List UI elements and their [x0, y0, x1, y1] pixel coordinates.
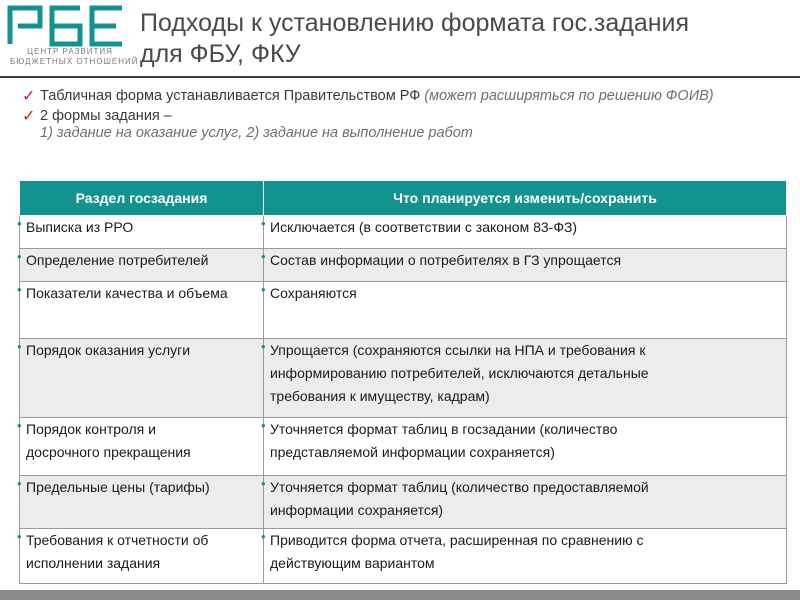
cell-change: • Уточняется формат таблиц (количество предоставляемой информации сохраняется) [264, 476, 787, 529]
bullet-dot-icon: • [17, 529, 22, 544]
bullet-dot-icon: • [17, 418, 22, 433]
logo [6, 4, 139, 68]
bullet-text: 2 формы задания – [40, 108, 172, 124]
cell-section: • Порядок оказания услуги [20, 339, 264, 418]
checkmark-icon: ✓ [22, 108, 36, 125]
bullet-dot-icon: • [17, 216, 22, 231]
table-row [20, 282, 787, 339]
checkmark-icon: ✓ [22, 88, 36, 105]
table-row [20, 529, 787, 584]
gz-table [19, 180, 787, 584]
bullet-item [22, 108, 782, 142]
bullet-list [22, 88, 782, 145]
bullet-dot-icon: • [17, 339, 22, 354]
cell-change: • Упрощается (сохраняются ссылки на НПА и требования к информированию потребителей, исключаются детальные требования к имуществу, кадрам) [264, 339, 787, 418]
cell-section: • Предельные цены (тарифы) [20, 476, 264, 529]
title-line1: Подходы к установлению формата гос.задания [140, 9, 690, 37]
bullet-dot-icon: • [261, 418, 266, 433]
cell-change: • Уточняется формат таблиц в госзадании (количество представляемой информации сохраняется) [264, 418, 787, 476]
bullet-dot-icon: • [17, 249, 22, 264]
cell-change: • Состав информации о потребителях в ГЗ упрощается [264, 249, 787, 282]
bullet-note: 1) задание на оказание услуг, 2) задание на выполнение работ [40, 125, 473, 141]
bullet-dot-icon: • [261, 339, 266, 354]
bottom-bar [0, 590, 800, 600]
cell-section: • Требования к отчетности об исполнении задания [20, 529, 264, 584]
bullet-dot-icon: • [261, 216, 266, 231]
bullet-dot-icon: • [17, 282, 22, 297]
cell-section: • Показатели качества и объема [20, 282, 264, 339]
cell-change: • Сохраняются [264, 282, 787, 339]
title-divider [0, 76, 800, 78]
table-row [20, 418, 787, 476]
bullet-dot-icon: • [261, 249, 266, 264]
cell-section: • Порядок контроля и досрочного прекращения [20, 418, 264, 476]
cell-section: • Определение потребителей [20, 249, 264, 282]
cell-section: • Выписка из РРО [20, 216, 264, 249]
logo-caption-line2: БЮДЖЕТНЫХ ОТНОШЕНИЙ [10, 57, 139, 66]
bullet-dot-icon: • [261, 282, 266, 297]
bullet-item [22, 88, 782, 105]
title-line2: для ФБУ, ФКУ [140, 40, 301, 68]
header-change: Что планируется изменить/сохранить [264, 181, 787, 216]
cell-change: • Приводится форма отчета, расширенная по сравнению с действующим вариантом [264, 529, 787, 584]
bullet-dot-icon: • [261, 529, 266, 544]
bullet-dot-icon: • [17, 476, 22, 491]
logo-caption-line1: ЦЕНТР РАЗВИТИЯ [27, 47, 113, 56]
bullet-dot-icon: • [261, 476, 266, 491]
bullet-text: Табличная форма устанавливается Правительством РФ [40, 88, 421, 104]
table-row [20, 249, 787, 282]
table-row [20, 339, 787, 418]
table-header-row [20, 181, 787, 216]
page-title [140, 8, 790, 70]
cell-change: • Исключается (в соответствии с законом 83-ФЗ) [264, 216, 787, 249]
logo-mark [6, 4, 128, 48]
table-row [20, 216, 787, 249]
header-section: Раздел госзадания [20, 181, 264, 216]
bullet-note: (может расширяться по решению ФОИВ) [424, 88, 714, 104]
table-row [20, 476, 787, 529]
